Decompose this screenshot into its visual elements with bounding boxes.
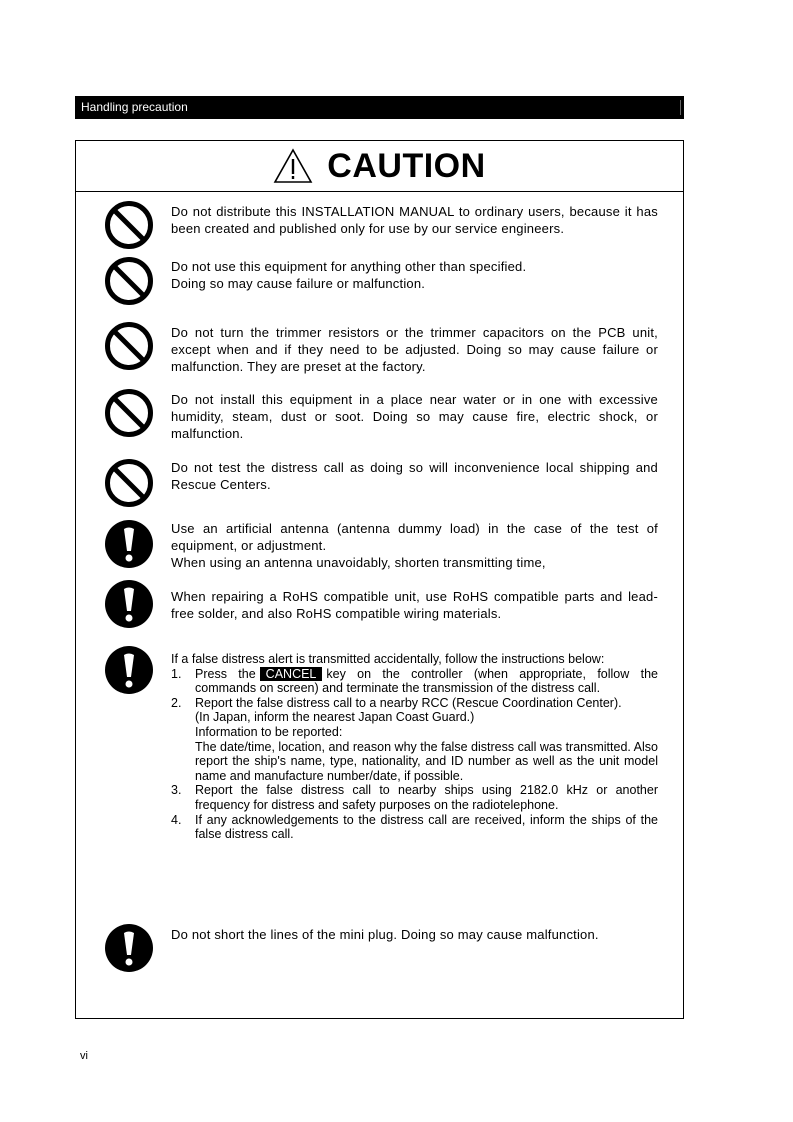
step-text: If any acknowledgements to the distress call are received, inform the ships of the false distress call. xyxy=(195,812,658,842)
caution-text: Do not use this equipment for anything other than specified. xyxy=(171,259,527,274)
mandatory-icon xyxy=(104,519,154,569)
caution-item xyxy=(171,203,658,237)
step-text: Press the xyxy=(195,666,256,681)
step-text: The date/time, location, and reason why the false distress call was transmitted. Also report the ship's name, type, nationality, and ID number as well as the unit model name and manufacture number/date, if possible. xyxy=(195,739,658,783)
caution-item xyxy=(171,324,658,375)
mandatory-icon xyxy=(104,645,154,695)
mandatory-icon xyxy=(104,923,154,973)
step-text: (In Japan, inform the nearest Japan Coast Guard.) xyxy=(195,710,475,725)
warning-triangle-icon xyxy=(273,148,313,184)
caution-item xyxy=(171,520,658,571)
step-1 xyxy=(171,667,658,696)
caution-text: Do not test the distress call as doing so will inconvenience local shipping and Rescue Centers. xyxy=(171,460,658,492)
caution-text: Do not turn the trimmer resistors or the trimmer capacitors on the PCB unit, except when and if they need to be adjusted. Doing so may cause failure or malfunction. They are preset at the factory. xyxy=(171,325,658,374)
mandatory-icon xyxy=(104,579,154,629)
step-4 xyxy=(171,813,658,842)
prohibition-icon xyxy=(104,458,154,508)
distress-intro: If a false distress alert is transmitted accidentally, follow the instructions below: xyxy=(171,652,605,666)
caution-text: Doing so may cause failure or malfunction. xyxy=(171,276,426,291)
prohibition-icon xyxy=(104,388,154,438)
distress-instructions xyxy=(171,652,658,842)
page-number: vi xyxy=(80,1050,88,1062)
caution-text: When repairing a RoHS compatible unit, use RoHS compatible parts and lead-free solder, and also RoHS compatible wiring materials. xyxy=(171,589,658,621)
caution-text: Do not distribute this INSTALLATION MANUAL to ordinary users, because it has been created and published only for use by our service engineers. xyxy=(171,204,658,236)
caution-text: Use an artificial antenna (antenna dummy load) in the case of the test of equipment, or adjustment. xyxy=(171,521,658,553)
step-text: Information to be reported: xyxy=(195,724,343,739)
caution-title: CAUTION xyxy=(327,146,486,185)
step-2 xyxy=(171,696,658,784)
step-text: Report the false distress call to nearby ships using 2182.0 kHz or another frequency for distress and safety purposes on the radiotelephone. xyxy=(195,783,658,812)
caution-text: Do not install this equipment in a place near water or in one with excessive humidity, steam, dust or soot. Doing so may cause fire, electric shock, or malfunction. xyxy=(171,392,658,441)
caution-text: When using an antenna unavoidably, shorten transmitting time, xyxy=(171,555,546,570)
step-text: Report the false distress call to a nearby RCC (Rescue Coordination Center). xyxy=(195,695,622,710)
section-title: Handling precaution xyxy=(81,100,188,114)
caution-item xyxy=(171,258,658,292)
prohibition-icon xyxy=(104,256,154,306)
step-number: 2. xyxy=(171,695,182,710)
step-3 xyxy=(171,783,658,812)
prohibition-icon xyxy=(104,200,154,250)
prohibition-icon xyxy=(104,321,154,371)
caution-item xyxy=(171,391,658,442)
step-text: key on the controller (when appropriate, follow the commands on screen) and terminate the transmission of the distress call. xyxy=(195,666,658,696)
caution-item xyxy=(171,459,658,493)
step-number: 1. xyxy=(171,666,182,681)
mini-plug-caution: Do not short the lines of the mini plug. Doing so may cause malfunction. xyxy=(171,927,599,942)
step-number: 4. xyxy=(171,812,182,827)
caution-title-bar xyxy=(76,141,683,192)
step-number: 3. xyxy=(171,783,182,798)
caution-item xyxy=(171,588,658,622)
cancel-key-label: CANCEL xyxy=(260,667,323,681)
section-header xyxy=(75,96,684,119)
